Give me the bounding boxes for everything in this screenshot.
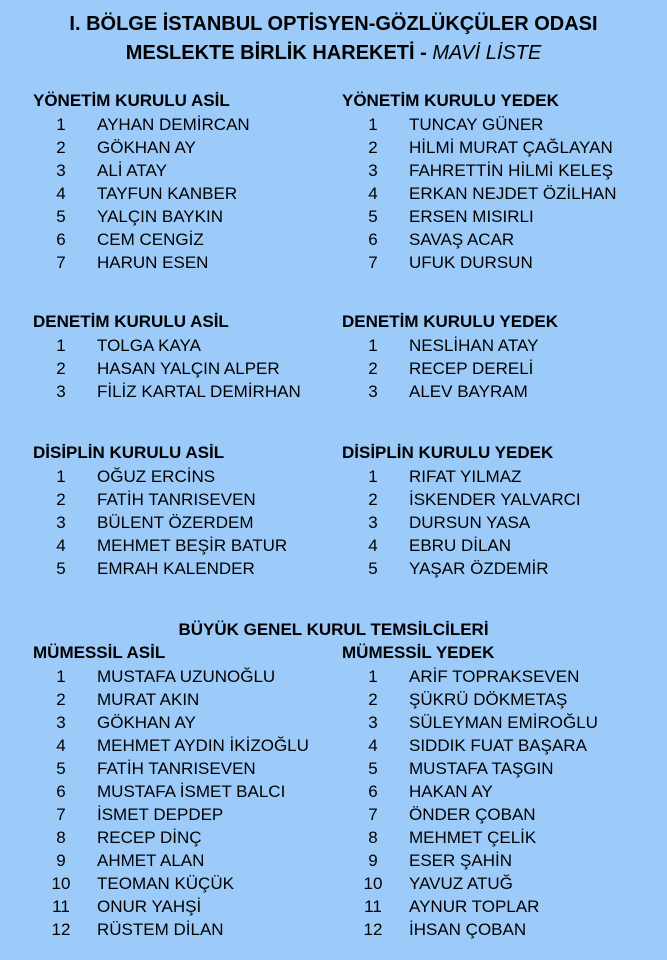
list-item-name: CEM CENGİZ [97, 230, 204, 249]
list-item-number: 5 [368, 559, 378, 578]
title-list-name: MAVİ LİSTE [432, 42, 542, 64]
list-item-name: ERSEN MISIRLI [409, 207, 534, 226]
list-item-name: RÜSTEM DİLAN [97, 920, 224, 939]
page-title-line2 [0, 42, 667, 65]
list-item-name: BÜLENT ÖZERDEM [97, 513, 254, 532]
list-item-number: 3 [56, 713, 66, 732]
list-item-number: 8 [56, 828, 66, 847]
list-item-name: FATİH TANRISEVEN [97, 759, 256, 778]
list-item-name: MEHMET BEŞİR BATUR [97, 536, 288, 555]
list-item-name: AHMET ALAN [97, 851, 205, 870]
list-item-name: FİLİZ KARTAL DEMİRHAN [97, 382, 301, 401]
list-item-number: 5 [56, 207, 66, 226]
list-item-number: 2 [56, 690, 66, 709]
list-item-name: DURSUN YASA [409, 513, 531, 532]
list-item-number: 2 [56, 490, 66, 509]
list-item-number: 11 [52, 897, 70, 916]
list-item-name: HASAN YALÇIN ALPER [97, 359, 280, 378]
page-title-line1: I. BÖLGE İSTANBUL OPTİSYEN-GÖZLÜKÇÜLER ODASI [69, 13, 598, 35]
list-item-number: 7 [56, 805, 66, 824]
list-item-number: 1 [368, 667, 378, 686]
list-item-name: YAVUZ ATUĞ [409, 874, 513, 893]
list-item-number: 4 [368, 184, 378, 203]
yonetim-yedek-heading: YÖNETİM KURULU YEDEK [342, 91, 559, 110]
list-item-number: 6 [368, 230, 378, 249]
list-item-number: 3 [56, 513, 66, 532]
list-item-number: 9 [56, 851, 66, 870]
list-item-number: 4 [368, 736, 378, 755]
disiplin-asil-heading: DİSİPLİN KURULU ASİL [33, 443, 225, 462]
list-item-number: 7 [56, 253, 66, 272]
list-item-number: 1 [368, 115, 378, 134]
list-item-name: SÜLEYMAN EMİROĞLU [409, 713, 598, 732]
list-item-name: MUSTAFA İSMET BALCI [97, 782, 286, 801]
list-item-name: YAŞAR ÖZDEMİR [409, 559, 549, 578]
list-item-number: 2 [368, 490, 378, 509]
list-item-name: GÖKHAN AY [97, 713, 196, 732]
list-item-number: 6 [56, 782, 66, 801]
list-item-name: TOLGA KAYA [97, 336, 201, 355]
list-item-number: 4 [56, 736, 66, 755]
list-item-name: ALİ ATAY [97, 161, 167, 180]
list-item-name: ALEV BAYRAM [409, 382, 528, 401]
mumessil-asil-heading: MÜMESSİL ASİL [33, 643, 166, 662]
list-item-number: 12 [363, 920, 383, 939]
list-item-name: TAYFUN KANBER [97, 184, 238, 203]
list-item-name: RECEP DERELİ [409, 359, 534, 378]
list-item-number: 9 [368, 851, 378, 870]
list-item-name: OĞUZ ERCİNS [97, 467, 216, 486]
list-item-number: 3 [368, 382, 378, 401]
disiplin-yedek-heading: DİSİPLİN KURULU YEDEK [342, 443, 554, 462]
list-item-name: MURAT AKIN [97, 690, 200, 709]
list-item-number: 2 [56, 138, 66, 157]
list-item-name: İSKENDER YALVARCI [409, 490, 581, 509]
list-item-name: FAHRETTİN HİLMİ KELEŞ [409, 161, 614, 180]
list-item-number: 7 [368, 805, 378, 824]
list-item-number: 1 [56, 336, 66, 355]
list-item-name: YALÇIN BAYKIN [97, 207, 223, 226]
list-item-number: 2 [56, 359, 66, 378]
list-item-name: SAVAŞ ACAR [409, 230, 515, 249]
list-item-number: 1 [56, 115, 66, 134]
list-item-number: 10 [363, 874, 383, 893]
list-item-number: 4 [56, 184, 66, 203]
denetim-asil-heading: DENETİM KURULU ASİL [33, 312, 229, 331]
list-item-name: MEHMET AYDIN İKİZOĞLU [97, 736, 309, 755]
list-item-name: GÖKHAN AY [97, 138, 196, 157]
list-item-number: 4 [368, 536, 378, 555]
list-item-name: FATİH TANRISEVEN [97, 490, 256, 509]
list-item-number: 3 [368, 513, 378, 532]
yonetim-asil-heading: YÖNETİM KURULU ASİL [33, 91, 230, 110]
list-item-name: HAKAN AY [409, 782, 493, 801]
list-item-name: NESLİHAN ATAY [409, 336, 539, 355]
list-item-number: 2 [368, 359, 378, 378]
list-item-name: AYNUR TOPLAR [409, 897, 540, 916]
list-item-name: SIDDIK FUAT BAŞARA [409, 736, 587, 755]
list-item-number: 4 [56, 536, 66, 555]
list-item-name: ŞÜKRÜ DÖKMETAŞ [409, 690, 568, 709]
list-item-number: 6 [368, 782, 378, 801]
list-item-name: RECEP DİNÇ [97, 828, 202, 847]
list-item-name: TUNCAY GÜNER [409, 115, 544, 134]
title-movement: MESLEKTE BİRLİK HAREKETİ - [125, 42, 433, 64]
list-item-number: 11 [364, 897, 382, 916]
list-item-number: 1 [56, 667, 66, 686]
list-item-number: 3 [56, 161, 66, 180]
list-item-number: 2 [368, 138, 378, 157]
list-item-number: 1 [368, 467, 378, 486]
list-item-name: MUSTAFA UZUNOĞLU [97, 667, 276, 686]
list-item-number: 12 [51, 920, 71, 939]
list-item-name: ERKAN NEJDET ÖZİLHAN [409, 184, 617, 203]
list-item-name: ARİF TOPRAKSEVEN [409, 667, 580, 686]
list-item-number: 1 [368, 336, 378, 355]
list-item-number: 5 [368, 207, 378, 226]
list-item-name: HARUN ESEN [97, 253, 209, 272]
list-item-name: HİLMİ MURAT ÇAĞLAYAN [409, 138, 613, 157]
list-item-number: 5 [368, 759, 378, 778]
list-item-name: AYHAN DEMİRCAN [97, 115, 250, 134]
list-item-name: İSMET DEPDEP [97, 805, 224, 824]
denetim-yedek-heading: DENETİM KURULU YEDEK [342, 312, 558, 331]
list-item-number: 3 [368, 161, 378, 180]
list-item-name: RIFAT YILMAZ [409, 467, 522, 486]
list-item-number: 6 [56, 230, 66, 249]
list-item-name: ÖNDER ÇOBAN [409, 805, 536, 824]
list-item-name: ONUR YAHŞİ [97, 897, 202, 916]
list-item-name: TEOMAN KÜÇÜK [97, 874, 234, 893]
list-item-name: İHSAN ÇOBAN [409, 920, 527, 939]
list-item-name: EMRAH KALENDER [97, 559, 255, 578]
list-item-number: 3 [368, 713, 378, 732]
buyuk-genel-kurul-heading: BÜYÜK GENEL KURUL TEMSİLCİLERİ [178, 620, 489, 639]
list-item-name: MEHMET ÇELİK [409, 828, 537, 847]
list-item-number: 7 [368, 253, 378, 272]
list-item-number: 8 [368, 828, 378, 847]
mumessil-yedek-heading: MÜMESSİL YEDEK [342, 643, 495, 662]
list-item-number: 2 [368, 690, 378, 709]
list-item-number: 10 [51, 874, 71, 893]
list-item-name: ESER ŞAHİN [409, 851, 512, 870]
list-item-number: 5 [56, 759, 66, 778]
list-item-number: 3 [56, 382, 66, 401]
list-item-number: 1 [56, 467, 66, 486]
list-item-name: EBRU DİLAN [409, 536, 512, 555]
list-item-name: UFUK DURSUN [409, 253, 533, 272]
list-item-name: MUSTAFA TAŞGIN [409, 759, 554, 778]
list-item-number: 5 [56, 559, 66, 578]
